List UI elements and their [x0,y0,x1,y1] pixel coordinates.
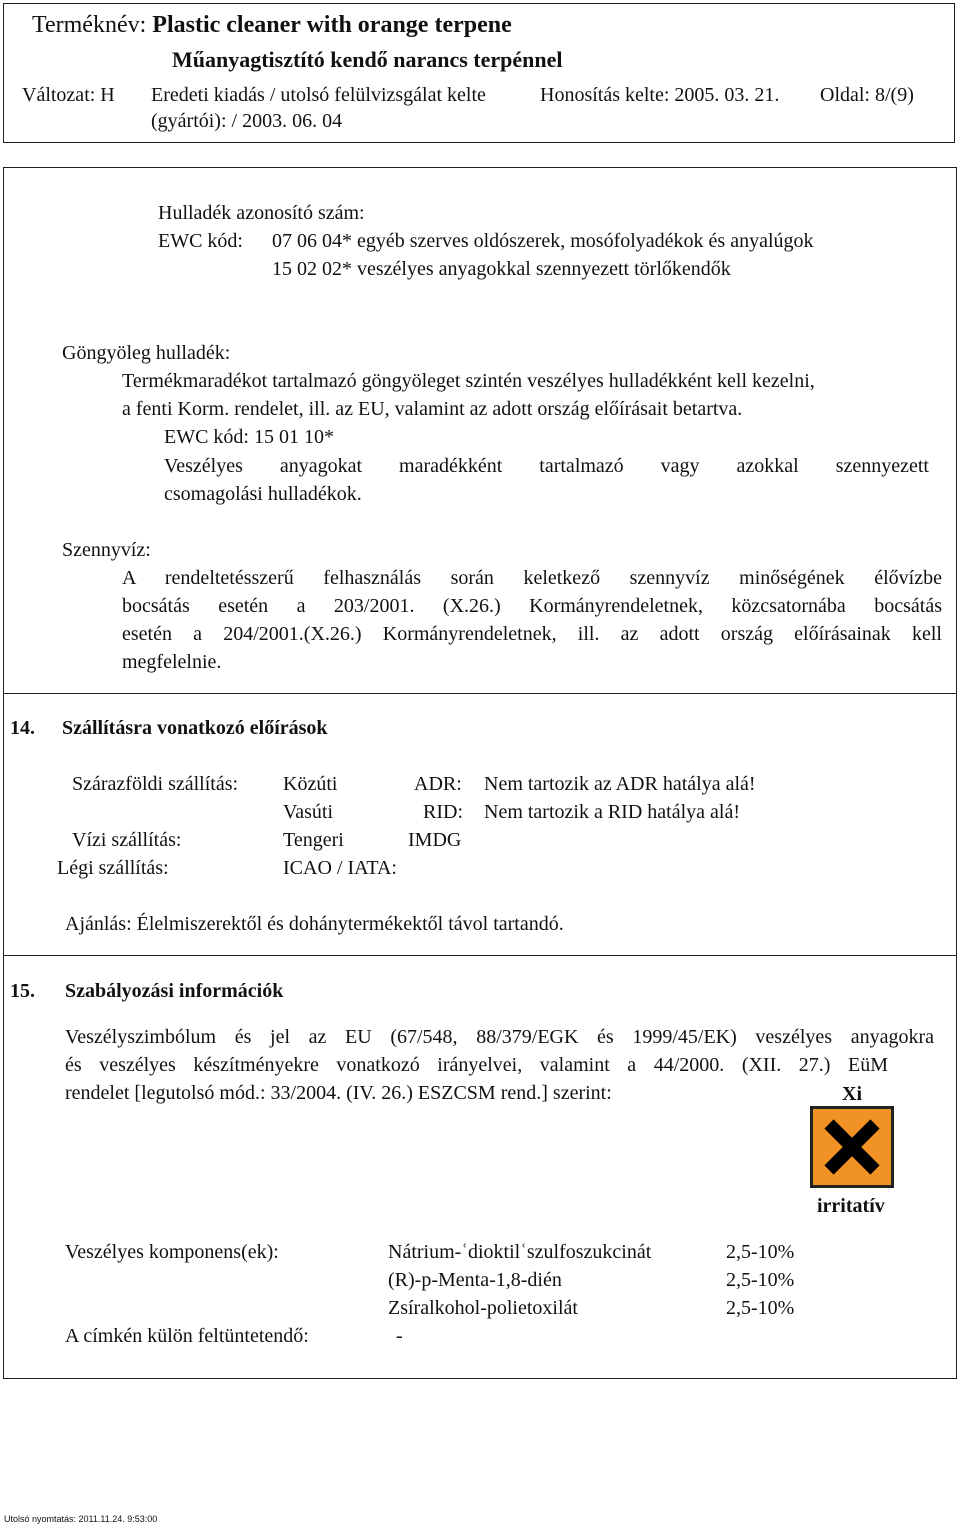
issue-label: Eredeti kiadás / utolsó felülvizsgálat kelte [151,84,486,106]
page-number: Oldal: 8/(9) [820,84,914,106]
section-14-number: 14. [10,717,35,739]
rail-label: Vasúti [283,801,333,823]
packaging-text-2: a fenti Korm. rendelet, ill. az EU, valamint az adott ország előírásait betartva. [122,398,743,420]
land-transport-label: Szárazföldi szállítás: [72,773,239,795]
road-label: Közúti [283,773,338,795]
packaging-desc-2: csomagolási hulladékok. [164,483,362,505]
air-transport-label: Légi szállítás: [57,857,169,879]
ewc-code-2: 15 02 02* veszélyes anyagokkal szennyezett törlőkendők [272,258,731,280]
print-timestamp: Utolsó nyomtatás: 2011.11.24. 9:53:00 [4,1514,158,1524]
label-note: A címkén külön feltüntetendő: [65,1325,309,1347]
component-conc: 2,5-10% [726,1269,795,1291]
adr-label: ADR: [414,773,462,795]
wastewater-line-1: A rendeltetésszerű felhasználás során keletkező szennyvíz minőségének élővízbe [122,567,942,589]
adr-text: Nem tartozik az ADR hatálya alá! [484,773,756,795]
packaging-text-1: Termékmaradékot tartalmazó göngyöleget szintén veszélyes hulladékként kell kezelni, [122,370,815,392]
section-15-title: Szabályozási információk [65,980,284,1002]
packaging-desc-1: Veszélyes anyagokat maradékként tartalmazó vagy azokkal szennyezett [164,455,929,477]
component-name: Zsíralkohol-polietoxilát [388,1297,578,1319]
component-name: (R)-p-Menta-1,8-dién [388,1269,562,1291]
icao-label: ICAO / IATA: [283,857,397,879]
wastewater-label: Szennyvíz: [62,539,151,561]
wastewater-line-4: megfelelnie. [122,651,222,673]
wastewater-line-2: bocsátás esetén a 203/2001. (X.26.) Kormányrendeletnek, közcsatornába bocsátás [122,595,942,617]
imdg-label: IMDG [408,829,462,851]
regulation-text-2: és veszélyes készítményekre vonatkozó irányelvei, valamint a 44/2000. (XII. 27.) EüM [65,1054,888,1076]
component-conc: 2,5-10% [726,1241,795,1263]
product-label: Terméknév: [32,12,147,38]
hazard-symbol-code: Xi [842,1083,862,1105]
component-name: Nátrium-ʿdioktilʿszulfoszukcinát [388,1241,652,1263]
water-transport-label: Vízi szállítás: [72,829,182,851]
label-note-value: - [396,1325,403,1347]
regulation-text-1: Veszélyszimbólum és jel az EU (67/548, 88/379/EGK és 1999/45/EK) veszélyes anyagokra [65,1026,934,1048]
packaging-label: Göngyöleg hulladék: [62,342,231,364]
regulation-text-3: rendelet [legutolsó mód.: 33/2004. (IV. 26.) ESZCSM rend.] szerint: [65,1082,612,1104]
packaging-ewc: EWC kód: 15 01 10* [164,426,334,448]
rid-text: Nem tartozik a RID hatálya alá! [484,801,740,823]
validation-date: Honosítás kelte: 2005. 03. 21. [540,84,780,106]
wastewater-line-3: esetén a 204/2001.(X.26.) Kormányrendeletnek, ill. az adott ország előírásainak kell [122,623,942,645]
ewc-code-1: 07 06 04* egyéb szerves oldószerek, mosófolyadékok és anyalúgok [272,230,814,252]
waste-id-label: Hulladék azonosító szám: [158,202,365,224]
product-name-en: Plastic cleaner with orange terpene [152,12,512,38]
hazard-symbol-label: irritatív [817,1195,885,1217]
product-name-hu: Műanyagtisztító kendő narancs terpénnel [172,47,563,72]
issue-label-2: (gyártói): / 2003. 06. 04 [151,110,343,132]
sea-label: Tengeri [283,829,344,851]
saltire-cross-icon [819,1114,885,1180]
recommendation: Ajánlás: Élelmiszerektől és dohánytermékektől távol tartandó. [65,913,564,935]
product-title-line [32,12,512,39]
section-14-title: Szállításra vonatkozó előírások [62,717,328,739]
components-label: Veszélyes komponens(ek): [65,1241,279,1263]
ewc-label: EWC kód: [158,230,243,252]
hazard-symbol [810,1106,894,1188]
component-conc: 2,5-10% [726,1297,795,1319]
version: Változat: H [22,84,115,106]
rid-label: RID: [423,801,463,823]
section-15-number: 15. [10,980,35,1002]
